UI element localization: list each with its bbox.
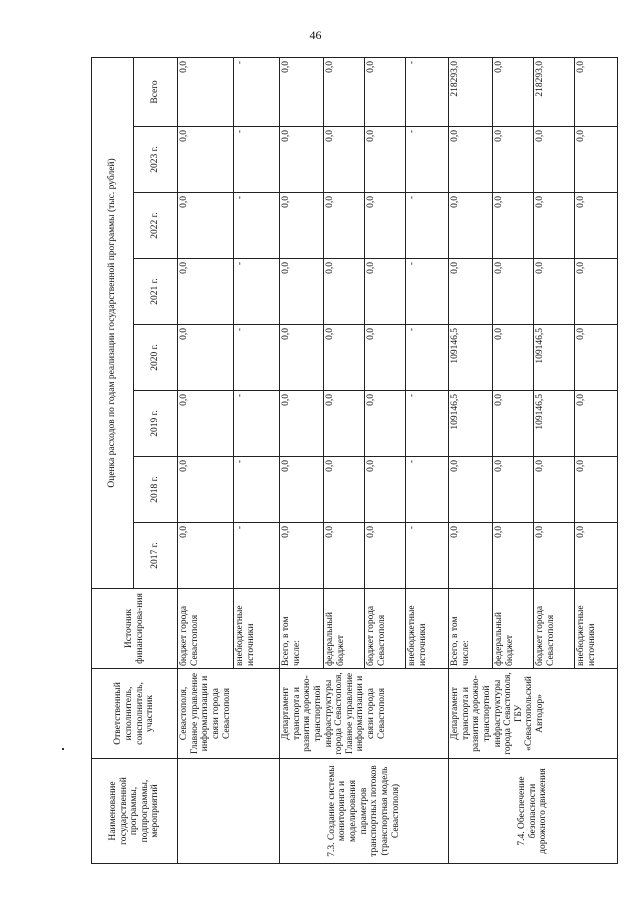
value-cell: 0,0 [280,127,324,193]
value-cell: 0,0 [365,457,406,523]
value-cell: 0,0 [324,57,365,126]
value-cell: - [406,127,449,193]
source-cell: бюджет города Севастополя [534,589,575,669]
value-cell: 0,0 [493,325,534,391]
value-cell: 0,0 [493,523,534,589]
value-cell: 0,0 [178,523,234,589]
source-cell: федеральный бюджет [324,589,365,669]
value-cell: 0,0 [365,523,406,589]
header-estimate: Оценка расходов по годам реализации государственной программы (тыс. рублей) [92,57,134,588]
value-cell: 0,0 [575,325,618,391]
value-cell: 0,0 [280,193,324,259]
value-cell: - [406,259,449,325]
header-year: 2017 г. [134,523,178,589]
responsible-cell: Департамент транспорта и развития дорожно-транспортной инфраструктуры города Севастополя, Главное управление информатизации и связи города Севастополя [280,669,449,759]
value-cell: 0,0 [575,193,618,259]
source-cell: Всего, в том числе: [280,589,324,669]
value-cell: 0,0 [178,259,234,325]
value-cell: 0,0 [493,259,534,325]
measure-name [178,759,280,864]
value-cell: - [406,193,449,259]
value-cell: - [234,457,280,523]
value-cell: 0,0 [178,193,234,259]
measure-name: 7.4. Обеспечение безопасности дорожного движения [449,759,618,864]
value-cell: 109146,5 [534,391,575,457]
value-cell: - [406,457,449,523]
header-year: 2018 г. [134,457,178,523]
measure-name: 7.3. Создание системы мониторинга и моделирования параметров транспортных потоков (транспортная модель Севастополя) [280,759,449,864]
header-year: Всего [134,57,178,126]
value-cell: 0,0 [534,193,575,259]
value-cell: 0,0 [324,259,365,325]
value-cell: 0,0 [534,259,575,325]
value-cell: 218293,0 [449,57,493,126]
header-year: 2020 г. [134,325,178,391]
source-cell: внебюджетные источники [234,589,280,669]
rotated-table [91,58,597,864]
value-cell: 0,0 [449,259,493,325]
stray-mark [62,748,64,750]
table-row [280,57,324,863]
source-cell: внебюджетные источники [406,589,449,669]
value-cell: 0,0 [280,391,324,457]
value-cell: - [406,391,449,457]
value-cell: 0,0 [493,127,534,193]
value-cell: 0,0 [324,193,365,259]
value-cell: - [234,325,280,391]
value-cell: 0,0 [324,523,365,589]
rotated-table-frame [91,58,597,864]
header-year: 2023 г. [134,127,178,193]
value-cell: 0,0 [575,127,618,193]
budget-table [91,57,618,864]
header-name: Наименование государственной программы, подпрограммы, мероприятий [92,759,178,864]
value-cell: 0,0 [534,127,575,193]
value-cell: 109146,5 [449,325,493,391]
value-cell: 0,0 [534,457,575,523]
value-cell: 109146,5 [534,325,575,391]
value-cell: 0,0 [280,457,324,523]
value-cell: 0,0 [575,457,618,523]
value-cell: - [406,57,449,126]
value-cell: - [234,193,280,259]
value-cell: 0,0 [575,57,618,126]
responsible-cell: Департамент транспорта и развития дорожно-транспортной инфраструктуры города Севастополя, ГБУ «Севастопольский Автодор» [449,669,618,759]
value-cell: 0,0 [178,457,234,523]
value-cell: 0,0 [449,127,493,193]
value-cell: 0,0 [449,457,493,523]
value-cell: 0,0 [280,57,324,126]
value-cell: 0,0 [365,325,406,391]
value-cell: - [406,523,449,589]
table-row [178,57,234,863]
value-cell: 0,0 [324,391,365,457]
value-cell: 0,0 [534,523,575,589]
header-source: Источник финансирова-ния [92,589,178,669]
value-cell: - [234,391,280,457]
header-year: 2019 г. [134,391,178,457]
value-cell: 0,0 [280,523,324,589]
value-cell: 0,0 [365,193,406,259]
value-cell: 218293,0 [534,57,575,126]
value-cell: 0,0 [324,457,365,523]
value-cell: 0,0 [493,57,534,126]
value-cell: - [234,57,280,126]
source-cell: бюджет города Севастополя [178,589,234,669]
page-number: 46 [309,28,322,42]
value-cell: 0,0 [324,127,365,193]
table-row [449,57,493,863]
value-cell: 0,0 [178,127,234,193]
value-cell: 0,0 [280,325,324,391]
value-cell: 0,0 [178,325,234,391]
source-cell: бюджет города Севастополя [365,589,406,669]
value-cell: 0,0 [493,457,534,523]
value-cell: 0,0 [493,391,534,457]
value-cell: - [234,523,280,589]
value-cell: 109146,5 [449,391,493,457]
table-body [178,57,618,863]
value-cell: 0,0 [178,57,234,126]
value-cell: 0,0 [178,391,234,457]
value-cell: - [406,325,449,391]
value-cell: 0,0 [575,391,618,457]
source-cell: внебюджетные источники [575,589,618,669]
responsible-cell: Севастополя, Главное управление информатизации и связи города Севастополя [178,669,280,759]
value-cell: 0,0 [365,391,406,457]
value-cell: - [234,259,280,325]
value-cell: 0,0 [324,325,365,391]
value-cell: 0,0 [365,127,406,193]
source-cell: федеральный бюджет [493,589,534,669]
value-cell: 0,0 [280,259,324,325]
value-cell: 0,0 [365,57,406,126]
value-cell: 0,0 [365,259,406,325]
value-cell: - [234,127,280,193]
value-cell: 0,0 [575,259,618,325]
header-year: 2021 г. [134,259,178,325]
header-year: 2022 г. [134,193,178,259]
source-cell: Всего, в том числе: [449,589,493,669]
value-cell: 0,0 [449,193,493,259]
value-cell: 0,0 [449,523,493,589]
value-cell: 0,0 [493,193,534,259]
header-responsible: Ответственный исполнитель, соисполнитель, участник [92,669,178,759]
value-cell: 0,0 [575,523,618,589]
